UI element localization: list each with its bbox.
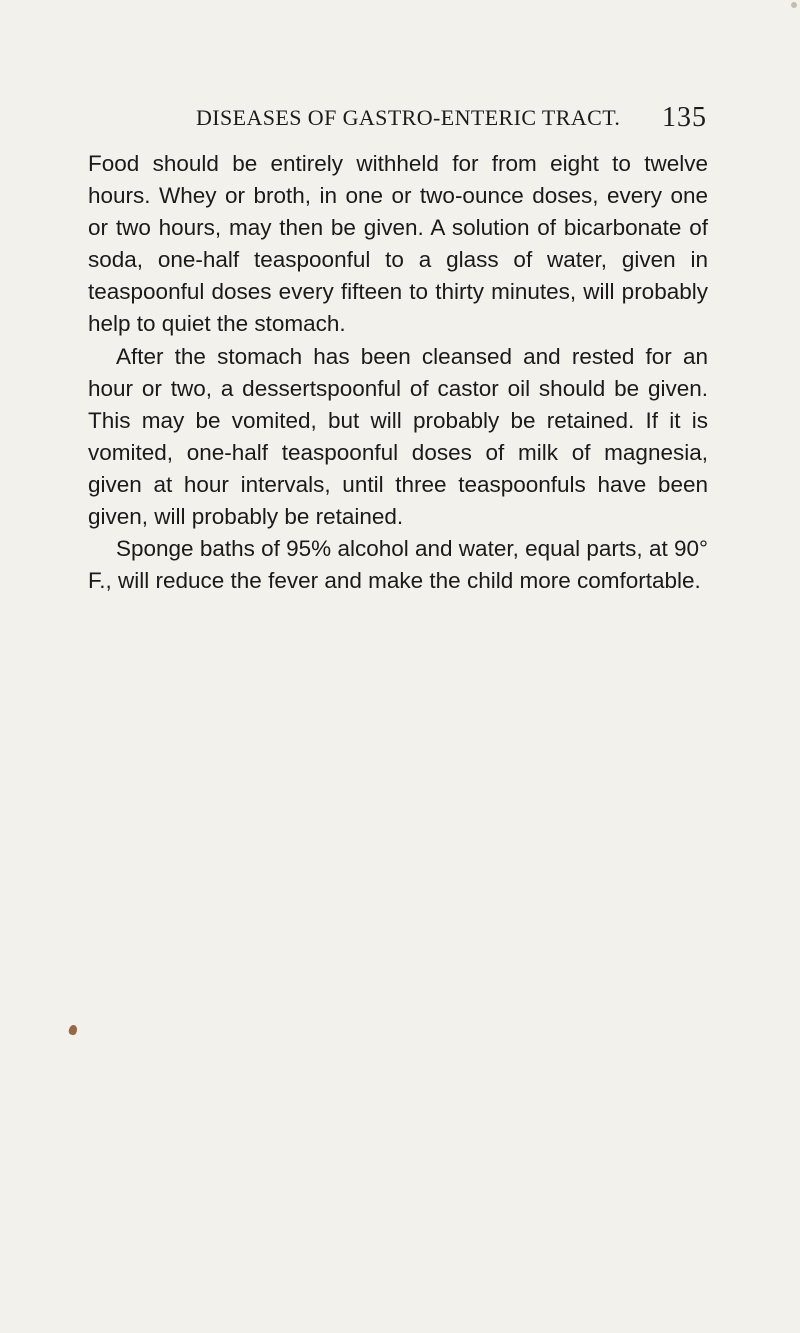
ink-stain-mark	[68, 1024, 78, 1036]
paragraph-castor-oil: After the stomach has been cleansed and rested for an hour or two, a dessertspoonful of castor oil should be given. This may be vomited, but will probably be retained. If it is vomited, one-half teaspoonful doses of milk of magnesia, given at hour intervals, until three teaspoonfuls have been given, will probably be retained.	[88, 343, 708, 530]
running-header	[196, 98, 707, 138]
running-title: DISEASES OF GASTRO-ENTERIC TRACT.	[196, 105, 621, 130]
paper-speck	[791, 2, 797, 8]
paragraph-food-withheld: Food should be entirely withheld for from eight to twelve hours. Whey or broth, in one or two-ounce doses, every one or two hours, may then be given. A solution of bicarbonate of soda, one-half teaspoonful to a glass of water, given in teaspoonful doses every fifteen to thirty minutes, will probably help to quiet the stomach.	[88, 151, 708, 337]
paragraph-sponge-baths: Sponge baths of 95% alcohol and water, equal parts, at 90° F., will reduce the fever and make the child more comfortable.	[88, 536, 708, 594]
page-number: 135	[662, 102, 707, 133]
body-text	[88, 148, 708, 597]
